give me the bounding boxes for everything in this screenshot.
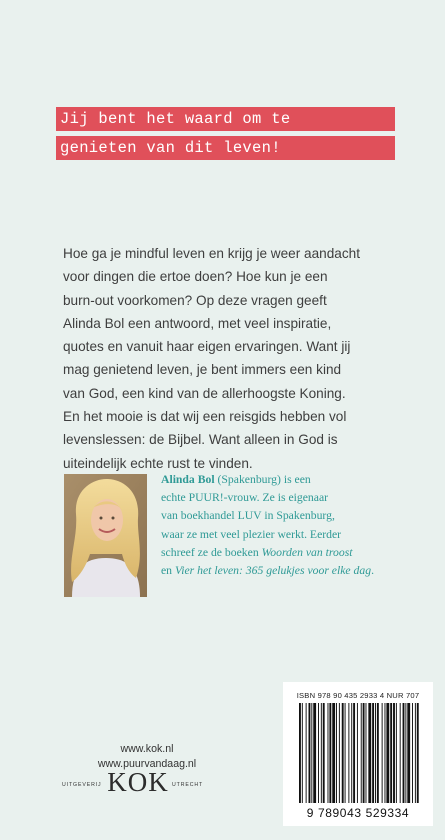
barcode-bar: [321, 703, 322, 803]
barcode-bar: [366, 703, 367, 803]
publisher-city: UTRECHT: [172, 782, 204, 788]
barcode-bar: [407, 703, 410, 803]
barcode-bar: [342, 703, 344, 803]
barcode-bar: [415, 703, 416, 803]
barcode-bar: [329, 703, 331, 803]
barcode-bar: [311, 703, 312, 803]
website-link: www.kok.nl: [120, 743, 174, 755]
author-photo: [64, 474, 147, 597]
blurb-line: quotes en vanuit haar eigen ervaringen. Want jij: [63, 339, 351, 355]
blurb-line: burn-out voorkomen? Op deze vragen geeft: [63, 292, 327, 308]
barcode-bar: [405, 703, 406, 803]
barcode-bar: [339, 703, 340, 803]
barcode-bar: [390, 703, 392, 803]
barcode-bar: [386, 703, 389, 803]
barcode-bar: [396, 703, 397, 803]
bio-text: en: [161, 564, 175, 578]
publisher-prefix: UITGEVERIJ: [62, 782, 102, 788]
barcode-bar: [361, 703, 362, 803]
isbn-barcode: [283, 682, 433, 826]
blurb-line: Hoe ga je mindful leven en krijg je weer aandacht: [63, 246, 360, 261]
bio-line: echte PUUR!-vrouw. Ze is eigenaar: [161, 491, 329, 505]
tagline-line-1: Jij bent het waard om te: [56, 107, 395, 131]
barcode-bar: [302, 703, 303, 803]
barcode-bar: [363, 703, 365, 803]
barcode-bar: [357, 703, 358, 803]
barcode-bar: [393, 703, 395, 803]
barcode-bar: [403, 703, 405, 803]
barcode-bar: [385, 703, 386, 803]
isbn-number: 9 789043 529334: [306, 806, 410, 820]
bio-text: schreef ze de boeken: [161, 545, 262, 559]
blurb-text: [63, 242, 413, 475]
blurb-line: mag genietend leven, je bent immers een kind: [63, 362, 342, 378]
bio-line: [161, 471, 431, 489]
blurb-line: En het mooie is dat wij een reisgids hebben vol: [63, 409, 347, 425]
publisher-name: KOK: [107, 767, 169, 797]
barcode-bar: [299, 703, 301, 803]
barcode-bar: [417, 703, 419, 803]
blurb-line: levenslessen: de Bijbel. Want alleen in God is: [63, 432, 338, 448]
author-portrait-image: [64, 474, 147, 597]
isbn-label: ISBN 978 90 435 2933 4 NUR 707: [296, 691, 420, 700]
blurb-line: uiteindelijk echte rust te vinden.: [63, 455, 253, 471]
barcode-bar: [351, 703, 352, 803]
barcode-bar: [368, 703, 371, 803]
barcode-bar: [336, 703, 337, 803]
barcode-bar: [400, 703, 401, 803]
barcode-bar: [372, 703, 374, 803]
blurb-line: Alinda Bol een antwoord, met veel inspiratie,: [63, 315, 332, 331]
author-name: Alinda Bol: [161, 473, 215, 486]
barcode-bar: [377, 703, 379, 803]
book-title: Vier het leven: 365 gelukjes voor elke dag: [174, 564, 372, 578]
barcode-bar: [353, 703, 355, 803]
barcode-bar: [382, 703, 383, 803]
bio-text: .: [371, 564, 374, 578]
barcode-bar: [332, 703, 335, 803]
barcode-bar: [328, 703, 329, 803]
barcode-bar: [412, 703, 413, 803]
publisher-logo: [62, 767, 232, 807]
barcode-bar: [318, 703, 319, 803]
barcode-bar: [375, 703, 376, 803]
barcode-bar: [306, 703, 307, 803]
bio-line: waar ze met veel plezier werkt. Eerder: [161, 527, 342, 541]
tagline-line-2: genieten van dit leven!: [56, 136, 395, 160]
blurb-line: voor dingen die ertoe doen? Hoe kun je een: [63, 269, 328, 285]
barcode-bar: [348, 703, 349, 803]
barcode-bar: [309, 703, 311, 803]
website-link: www.puurvandaag.nl: [97, 758, 197, 770]
barcode-bar: [313, 703, 316, 803]
author-bio: [161, 471, 431, 580]
blurb-line: van God, een kind van de allerhoogste Koning.: [63, 385, 346, 401]
barcode-bar: [323, 703, 325, 803]
bio-line: van boekhandel LUV in Spakenburg,: [161, 509, 335, 523]
bio-line: [161, 562, 431, 580]
bio-text: (Spakenburg) is een: [214, 473, 311, 486]
bio-line: [161, 544, 431, 562]
book-title: Woorden van troost: [261, 545, 353, 559]
barcode-bar: [345, 703, 346, 803]
barcode-icon: [297, 703, 419, 805]
